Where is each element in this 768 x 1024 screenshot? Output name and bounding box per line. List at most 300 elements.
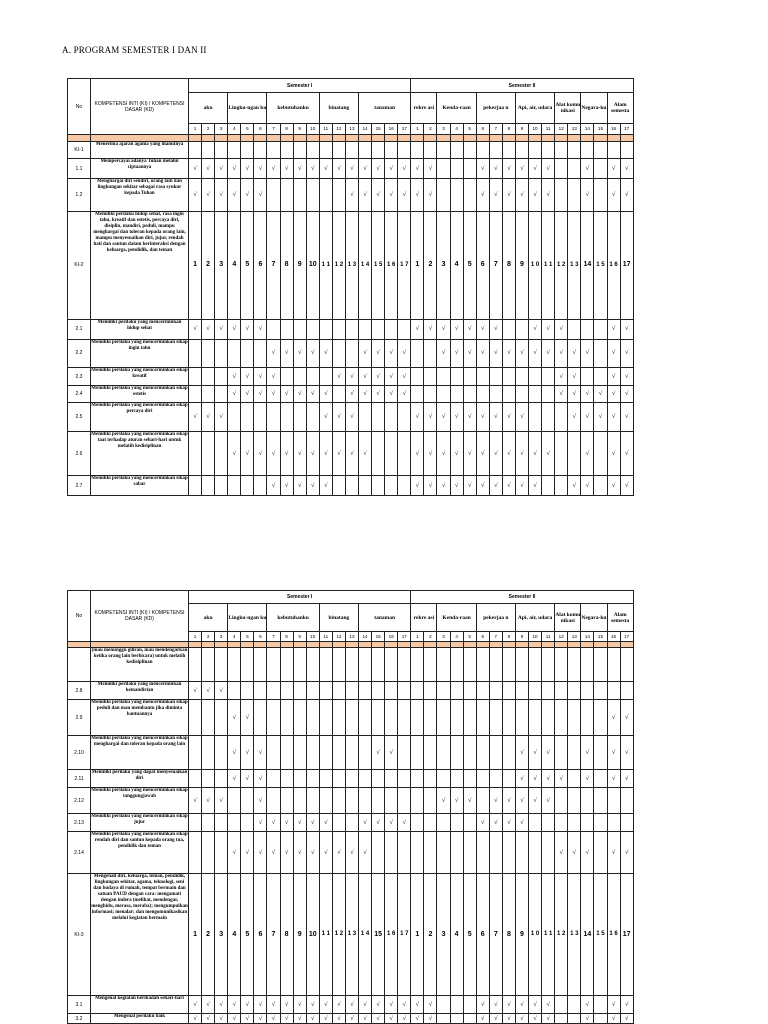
- check-mark: √: [411, 319, 424, 339]
- check-mark: √: [529, 788, 542, 814]
- empty-cell: [215, 432, 228, 476]
- check-mark: √: [228, 179, 241, 212]
- empty-cell: [463, 736, 476, 770]
- week-cell: 1 6: [607, 212, 620, 320]
- empty-cell: [581, 648, 594, 682]
- check-mark: √: [202, 788, 215, 814]
- row-number: KI-3: [68, 874, 91, 996]
- check-mark: √: [515, 339, 528, 368]
- empty-cell: [411, 339, 424, 368]
- check-mark: √: [515, 159, 528, 179]
- theme-header: Alat komu nikasi: [555, 93, 581, 124]
- empty-cell: [424, 368, 437, 386]
- table-row: [68, 874, 634, 996]
- empty-cell: [345, 736, 358, 770]
- empty-cell: [319, 700, 332, 736]
- check-mark: √: [515, 996, 528, 1014]
- empty-cell: [202, 339, 215, 368]
- empty-cell: [594, 682, 607, 700]
- empty-cell: [594, 788, 607, 814]
- check-mark: √: [437, 339, 450, 368]
- week-number: 14: [359, 124, 372, 135]
- check-mark: √: [476, 319, 489, 339]
- empty-cell: [555, 403, 568, 432]
- empty-cell: [620, 814, 633, 832]
- check-mark: √: [202, 996, 215, 1014]
- band-cell: [202, 135, 215, 142]
- empty-cell: [332, 179, 345, 212]
- check-mark: √: [542, 319, 555, 339]
- competency-text: Memiliki perilaku yang dapat menyesuaikan diri: [91, 770, 189, 788]
- empty-cell: [332, 788, 345, 814]
- check-mark: √: [542, 339, 555, 368]
- empty-cell: [345, 648, 358, 682]
- week-cell: 4: [450, 212, 463, 320]
- empty-cell: [280, 648, 293, 682]
- week-cell: 4: [228, 874, 241, 996]
- check-mark: √: [189, 159, 202, 179]
- row-number: 2.11: [68, 770, 91, 788]
- check-mark: √: [332, 996, 345, 1014]
- check-mark: √: [267, 814, 280, 832]
- empty-cell: [450, 832, 463, 874]
- empty-cell: [581, 319, 594, 339]
- week-number: 2: [202, 124, 215, 135]
- empty-cell: [254, 648, 267, 682]
- band-cell: [385, 135, 398, 142]
- week-number: 4: [450, 124, 463, 135]
- empty-cell: [267, 682, 280, 700]
- empty-cell: [306, 682, 319, 700]
- band-cell: [345, 135, 358, 142]
- check-mark: √: [385, 814, 398, 832]
- week-cell: 5: [241, 874, 254, 996]
- program-semester-table-1: [67, 78, 634, 496]
- table-row: [68, 385, 634, 403]
- band-cell: [411, 135, 424, 142]
- check-mark: √: [437, 432, 450, 476]
- check-mark: √: [293, 385, 306, 403]
- check-mark: √: [476, 432, 489, 476]
- check-mark: √: [359, 159, 372, 179]
- check-mark: √: [463, 432, 476, 476]
- check-mark: √: [359, 432, 372, 476]
- check-mark: √: [293, 1014, 306, 1024]
- check-mark: √: [254, 788, 267, 814]
- band-cell: [68, 135, 91, 142]
- check-mark: √: [267, 368, 280, 386]
- empty-cell: [437, 832, 450, 874]
- theme-header: aku: [189, 604, 228, 632]
- empty-cell: [241, 339, 254, 368]
- week-cell: 10: [306, 212, 319, 320]
- empty-cell: [502, 368, 515, 386]
- week-number: 12: [332, 632, 345, 642]
- check-mark: √: [620, 368, 633, 386]
- check-mark: √: [280, 996, 293, 1014]
- competency-text: Mengenal kegiatan beribadah sehari-hari: [91, 996, 189, 1014]
- empty-cell: [385, 682, 398, 700]
- check-mark: √: [385, 179, 398, 212]
- week-cell: 2: [424, 874, 437, 996]
- empty-cell: [568, 736, 581, 770]
- empty-cell: [515, 832, 528, 874]
- check-mark: √: [463, 788, 476, 814]
- band-cell: [463, 135, 476, 142]
- check-mark: √: [189, 1014, 202, 1024]
- empty-cell: [463, 141, 476, 159]
- theme-header: Kenda-raan: [437, 93, 476, 124]
- empty-cell: [398, 832, 411, 874]
- empty-cell: [319, 141, 332, 159]
- row-number: 2.8: [68, 682, 91, 700]
- check-mark: √: [228, 996, 241, 1014]
- empty-cell: [345, 476, 358, 496]
- empty-cell: [568, 179, 581, 212]
- empty-cell: [228, 788, 241, 814]
- week-number: 9: [515, 632, 528, 642]
- check-mark: √: [319, 432, 332, 476]
- empty-cell: [215, 832, 228, 874]
- check-mark: √: [489, 319, 502, 339]
- check-mark: √: [241, 996, 254, 1014]
- empty-cell: [476, 736, 489, 770]
- check-mark: √: [345, 368, 358, 386]
- document-heading: A. PROGRAM SEMESTER I DAN II: [62, 45, 207, 55]
- empty-cell: [581, 141, 594, 159]
- empty-cell: [332, 385, 345, 403]
- empty-cell: [555, 476, 568, 496]
- check-mark: √: [581, 996, 594, 1014]
- check-mark: √: [280, 159, 293, 179]
- check-mark: √: [424, 179, 437, 212]
- check-mark: √: [607, 832, 620, 874]
- empty-cell: [437, 1014, 450, 1024]
- empty-cell: [437, 814, 450, 832]
- check-mark: √: [280, 339, 293, 368]
- check-mark: √: [280, 476, 293, 496]
- empty-cell: [202, 770, 215, 788]
- check-mark: √: [594, 385, 607, 403]
- empty-cell: [424, 700, 437, 736]
- check-mark: √: [568, 368, 581, 386]
- week-cell: 2: [202, 874, 215, 996]
- empty-cell: [411, 736, 424, 770]
- empty-cell: [332, 814, 345, 832]
- check-mark: √: [568, 385, 581, 403]
- empty-cell: [359, 141, 372, 159]
- check-mark: √: [280, 385, 293, 403]
- check-mark: √: [319, 832, 332, 874]
- check-mark: √: [359, 385, 372, 403]
- week-cell: 3: [215, 874, 228, 996]
- check-mark: √: [607, 368, 620, 386]
- empty-cell: [280, 368, 293, 386]
- check-mark: √: [555, 770, 568, 788]
- empty-cell: [568, 814, 581, 832]
- check-mark: √: [228, 832, 241, 874]
- empty-cell: [594, 319, 607, 339]
- check-mark: √: [620, 1014, 633, 1024]
- week-number: 12: [555, 124, 568, 135]
- week-number: 10: [306, 124, 319, 135]
- empty-cell: [437, 770, 450, 788]
- check-mark: √: [620, 385, 633, 403]
- check-mark: √: [489, 814, 502, 832]
- empty-cell: [437, 700, 450, 736]
- empty-cell: [398, 648, 411, 682]
- empty-cell: [489, 648, 502, 682]
- check-mark: √: [319, 403, 332, 432]
- table-row: [68, 700, 634, 736]
- empty-cell: [450, 179, 463, 212]
- table-row: [68, 682, 634, 700]
- empty-cell: [267, 770, 280, 788]
- empty-cell: [332, 648, 345, 682]
- check-mark: √: [398, 814, 411, 832]
- check-mark: √: [581, 403, 594, 432]
- table-row: [68, 159, 634, 179]
- header-semester-2: Semester II: [411, 591, 633, 604]
- check-mark: √: [476, 159, 489, 179]
- check-mark: √: [411, 476, 424, 496]
- check-mark: √: [202, 403, 215, 432]
- check-mark: √: [568, 832, 581, 874]
- empty-cell: [568, 682, 581, 700]
- empty-cell: [411, 682, 424, 700]
- week-number: 5: [463, 632, 476, 642]
- check-mark: √: [581, 432, 594, 476]
- check-mark: √: [620, 319, 633, 339]
- empty-cell: [450, 700, 463, 736]
- check-mark: √: [581, 385, 594, 403]
- week-cell: 3: [437, 874, 450, 996]
- check-mark: √: [542, 770, 555, 788]
- empty-cell: [189, 385, 202, 403]
- check-mark: √: [189, 682, 202, 700]
- empty-cell: [319, 648, 332, 682]
- empty-cell: [332, 339, 345, 368]
- row-number: 1.1: [68, 159, 91, 179]
- empty-cell: [215, 700, 228, 736]
- empty-cell: [463, 1014, 476, 1024]
- empty-cell: [280, 682, 293, 700]
- check-mark: √: [280, 832, 293, 874]
- check-mark: √: [241, 432, 254, 476]
- theme-header: binatang: [319, 604, 358, 632]
- empty-cell: [359, 648, 372, 682]
- check-mark: √: [306, 476, 319, 496]
- check-mark: √: [529, 996, 542, 1014]
- empty-cell: [411, 770, 424, 788]
- empty-cell: [411, 700, 424, 736]
- week-number: 3: [437, 124, 450, 135]
- band-cell: [607, 135, 620, 142]
- competency-text: Menghargai diri sendiri, orang lain dan lingkungan sekitar sebagai rasa syukur kepada Tuhan: [91, 179, 189, 212]
- check-mark: √: [555, 339, 568, 368]
- empty-cell: [529, 814, 542, 832]
- check-mark: √: [555, 832, 568, 874]
- empty-cell: [555, 159, 568, 179]
- empty-cell: [254, 339, 267, 368]
- week-cell: 10: [306, 874, 319, 996]
- check-mark: √: [502, 814, 515, 832]
- check-mark: √: [372, 736, 385, 770]
- empty-cell: [306, 403, 319, 432]
- competency-text: Memiliki perilaku yang mencerminkan sikap tanggungjawab: [91, 788, 189, 814]
- empty-cell: [568, 141, 581, 159]
- check-mark: √: [620, 770, 633, 788]
- empty-cell: [489, 385, 502, 403]
- empty-cell: [502, 648, 515, 682]
- check-mark: √: [424, 403, 437, 432]
- empty-cell: [189, 368, 202, 386]
- week-cell: 14: [581, 874, 594, 996]
- empty-cell: [319, 788, 332, 814]
- check-mark: √: [529, 159, 542, 179]
- week-cell: 1: [189, 874, 202, 996]
- empty-cell: [202, 385, 215, 403]
- check-mark: √: [515, 403, 528, 432]
- empty-cell: [385, 319, 398, 339]
- empty-cell: [411, 385, 424, 403]
- week-number: 12: [555, 632, 568, 642]
- week-cell: 9: [293, 212, 306, 320]
- empty-cell: [555, 996, 568, 1014]
- check-mark: √: [228, 700, 241, 736]
- week-number: 6: [254, 632, 267, 642]
- check-mark: √: [411, 403, 424, 432]
- check-mark: √: [489, 996, 502, 1014]
- check-mark: √: [359, 368, 372, 386]
- check-mark: √: [228, 319, 241, 339]
- empty-cell: [489, 682, 502, 700]
- check-mark: √: [529, 770, 542, 788]
- check-mark: √: [254, 368, 267, 386]
- empty-cell: [568, 996, 581, 1014]
- theme-header: Alam semesta: [607, 93, 633, 124]
- empty-cell: [189, 648, 202, 682]
- check-mark: √: [489, 159, 502, 179]
- check-mark: √: [515, 1014, 528, 1024]
- empty-cell: [189, 339, 202, 368]
- band-cell: [241, 135, 254, 142]
- theme-header: Kenda-raan: [437, 604, 476, 632]
- empty-cell: [594, 368, 607, 386]
- empty-cell: [254, 700, 267, 736]
- theme-header: tanaman: [359, 93, 411, 124]
- check-mark: √: [202, 159, 215, 179]
- empty-cell: [607, 682, 620, 700]
- check-mark: √: [372, 1014, 385, 1024]
- week-number: 1: [411, 632, 424, 642]
- empty-cell: [424, 339, 437, 368]
- empty-cell: [594, 700, 607, 736]
- check-mark: √: [385, 385, 398, 403]
- empty-cell: [594, 832, 607, 874]
- row-number: 2.6: [68, 432, 91, 476]
- empty-cell: [241, 788, 254, 814]
- header-semester-1: Semester I: [189, 79, 411, 93]
- table-row: [68, 476, 634, 496]
- empty-cell: [502, 141, 515, 159]
- week-cell: 8: [502, 874, 515, 996]
- week-cell: 8: [502, 212, 515, 320]
- empty-cell: [607, 141, 620, 159]
- check-mark: √: [411, 179, 424, 212]
- empty-cell: [228, 814, 241, 832]
- week-cell: 9: [293, 874, 306, 996]
- empty-cell: [489, 736, 502, 770]
- check-mark: √: [607, 319, 620, 339]
- week-number: 16: [385, 632, 398, 642]
- empty-cell: [515, 385, 528, 403]
- empty-cell: [306, 770, 319, 788]
- check-mark: √: [450, 788, 463, 814]
- check-mark: √: [254, 832, 267, 874]
- empty-cell: [359, 788, 372, 814]
- check-mark: √: [476, 814, 489, 832]
- empty-cell: [280, 179, 293, 212]
- empty-cell: [581, 368, 594, 386]
- table-row: [68, 736, 634, 770]
- week-cell: 4: [228, 212, 241, 320]
- empty-cell: [542, 832, 555, 874]
- empty-cell: [215, 770, 228, 788]
- theme-header: Api, air, udara: [515, 93, 554, 124]
- week-number: 13: [345, 632, 358, 642]
- empty-cell: [228, 403, 241, 432]
- empty-cell: [450, 996, 463, 1014]
- theme-header: pekerjaa n: [476, 604, 515, 632]
- competency-text: Memiliki perilaku yang mencerminkan sikap percaya diri: [91, 403, 189, 432]
- empty-cell: [202, 736, 215, 770]
- check-mark: √: [489, 1014, 502, 1024]
- check-mark: √: [489, 788, 502, 814]
- check-mark: √: [359, 339, 372, 368]
- check-mark: √: [607, 179, 620, 212]
- row-number: 2.12: [68, 788, 91, 814]
- check-mark: √: [241, 319, 254, 339]
- empty-cell: [515, 141, 528, 159]
- check-mark: √: [372, 339, 385, 368]
- band-cell: [620, 135, 633, 142]
- check-mark: √: [254, 159, 267, 179]
- empty-cell: [463, 996, 476, 1014]
- check-mark: √: [215, 788, 228, 814]
- check-mark: √: [345, 403, 358, 432]
- empty-cell: [372, 432, 385, 476]
- empty-cell: [385, 432, 398, 476]
- empty-cell: [332, 319, 345, 339]
- empty-cell: [476, 832, 489, 874]
- check-mark: √: [437, 403, 450, 432]
- empty-cell: [476, 788, 489, 814]
- empty-cell: [594, 476, 607, 496]
- week-number: 8: [502, 632, 515, 642]
- competency-text: Memiliki perilaku yang mencerminkan sikap jujur: [91, 814, 189, 832]
- check-mark: √: [345, 159, 358, 179]
- empty-cell: [542, 141, 555, 159]
- empty-cell: [489, 700, 502, 736]
- band-cell: [359, 135, 372, 142]
- empty-cell: [398, 141, 411, 159]
- empty-cell: [372, 700, 385, 736]
- empty-cell: [620, 648, 633, 682]
- week-number: 14: [359, 632, 372, 642]
- empty-cell: [398, 770, 411, 788]
- check-mark: √: [372, 385, 385, 403]
